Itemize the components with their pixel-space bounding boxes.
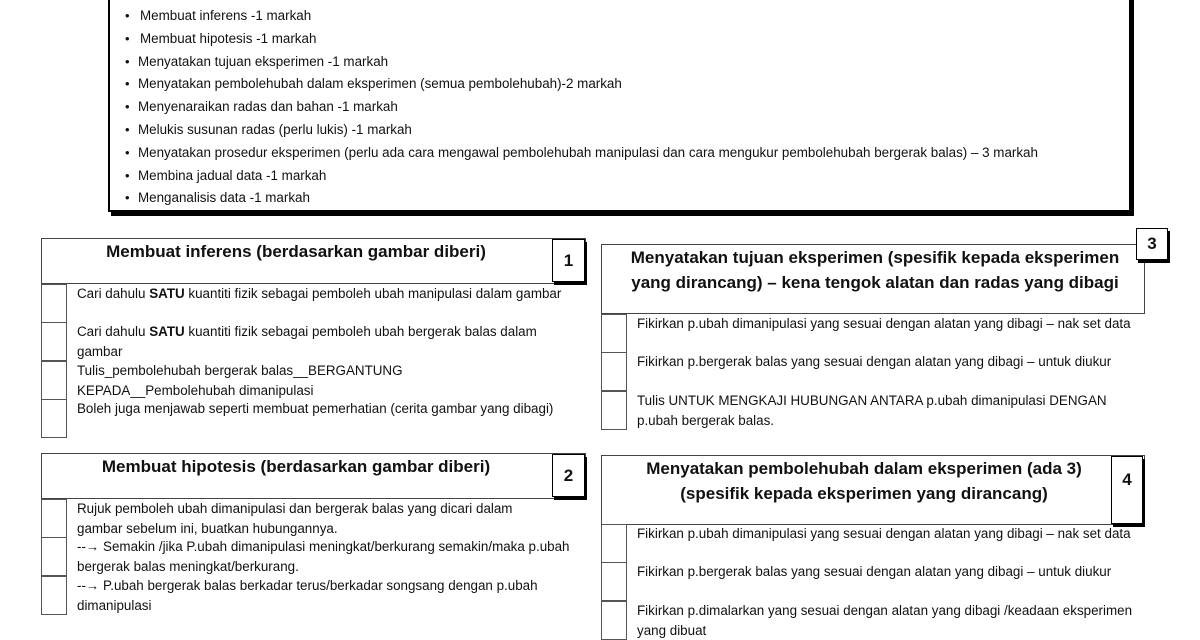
row-text: Fikirkan p.bergerak balas yang sesuai dengan alatan yang dibagi – untuk diukur [637,354,1112,369]
card-number: 1 [552,239,585,282]
card-hipotesis [41,453,585,618]
criteria-item: • Melukis susunan radas (perlu lukis) -1 markah [124,120,1038,143]
checkbox[interactable] [41,576,67,615]
checkbox[interactable] [601,314,627,353]
criteria-item: • Membuat inferens -1 markah [124,6,1038,29]
row-text: Tulis UNTUK MENGKAJI HUBUNGAN ANTARA p.ubah dimanipulasi DENGAN p.ubah bergerak balas. [637,393,1107,428]
checklist-row [601,391,1169,429]
checklist-row [41,576,585,614]
criteria-list [124,6,1038,211]
row-text: Fikirkan p.bergerak balas yang sesuai dengan alatan yang dibagi – untuk diukur [637,564,1112,579]
card-title: Menyatakan pembolehubah dalam eksperimen (ada 3) (spesifik kepada eksperimen yang dirancang) [646,459,1082,503]
checklist-row [41,499,585,537]
row-text: --→ Semakin /jika P.ubah dimanipulasi meningkat/berkurang semakin/maka p.ubah bergerak balas meningkat/berkurang. [77,539,570,574]
checklist-row [41,284,585,322]
checklist-row [41,322,585,360]
row-text: Tulis_pembolehubah bergerak balas__BERGANTUNG KEPADA__Pembolehubah dimanipulasi [77,363,403,398]
row-text: --→ P.ubah bergerak balas berkadar terus/berkadar songsang dengan p.ubah dimanipulasi [77,578,538,613]
card-number: 2 [552,454,585,497]
row-text: Cari dahulu SATU kuantiti fizik sebagai pemboleh ubah bergerak balas dalam gambar [77,324,537,359]
checkbox[interactable] [601,562,627,601]
checklist-row [601,314,1169,352]
row-text: Fikirkan p.dimalarkan yang sesuai dengan alatan yang dibagi /keadaan eksperimen yang dibuat [637,603,1133,638]
checklist-row [41,537,585,575]
card-number: 3 [1136,228,1168,260]
criteria-item: • Membina jadual data -1 markah [124,166,1038,189]
row-text: Fikirkan p.ubah dimanipulasi yang sesuai dengan alatan yang dibagi – nak set data [637,316,1131,331]
criteria-item: • Membuat hipotesis -1 markah [124,29,1038,52]
checkbox[interactable] [41,399,67,438]
checkbox[interactable] [41,499,67,538]
row-text: Rujuk pemboleh ubah dimanipulasi dan bergerak balas yang dicari dalam gambar sebelum ini, buatkan hubungannya. [77,501,513,536]
card-title: Membuat inferens (berdasarkan gambar diberi) [106,242,486,261]
checkbox[interactable] [601,601,627,640]
checkbox[interactable] [41,537,67,576]
criteria-summary-box [108,0,1131,212]
card-inferens [41,238,585,438]
card-pembolehubah [601,455,1169,638]
criteria-item: • Menyatakan pembolehubah dalam eksperimen (semua pembolehubah)-2 markah [124,74,1038,97]
checklist-row [601,601,1169,639]
row-text: Fikirkan p.ubah dimanipulasi yang sesuai dengan alatan yang dibagi – nak set data [637,526,1131,541]
checkbox[interactable] [41,322,67,361]
criteria-item: • Menyatakan prosedur eksperimen (perlu ada cara mengawal pembolehubah manipulasi dan cara mengukur pembolehubah bergerak balas) – 3 markah [124,143,1038,166]
checklist-row [601,352,1169,390]
criteria-item: • Menyatakan tujuan eksperimen -1 markah [124,52,1038,75]
card-title: Membuat hipotesis (berdasarkan gambar diberi) [101,457,491,476]
checkbox[interactable] [601,524,627,563]
card-tujuan [601,228,1169,433]
card-number: 4 [1111,456,1143,524]
checklist-row [41,399,585,437]
row-text: Boleh juga menjawab seperti membuat pemerhatian (cerita gambar yang dibagi) [77,401,554,416]
row-text: Cari dahulu SATU kuantiti fizik sebagai pemboleh ubah manipulasi dalam gambar [77,286,562,301]
criteria-item: • Menganalisis data -1 markah [124,188,1038,211]
card-title: Menyatakan tujuan eksperimen (spesifik kepada eksperimen yang dirancang) – kena tengok alatan dan radas yang dibagi [630,248,1120,292]
checklist-row [601,562,1169,600]
checkbox[interactable] [601,352,627,391]
checkbox[interactable] [41,284,67,323]
checklist-row [601,524,1169,562]
checkbox[interactable] [601,391,627,430]
criteria-item: • Menyenaraikan radas dan bahan -1 markah [124,97,1038,120]
checkbox[interactable] [41,361,67,400]
checklist-row [41,361,585,399]
